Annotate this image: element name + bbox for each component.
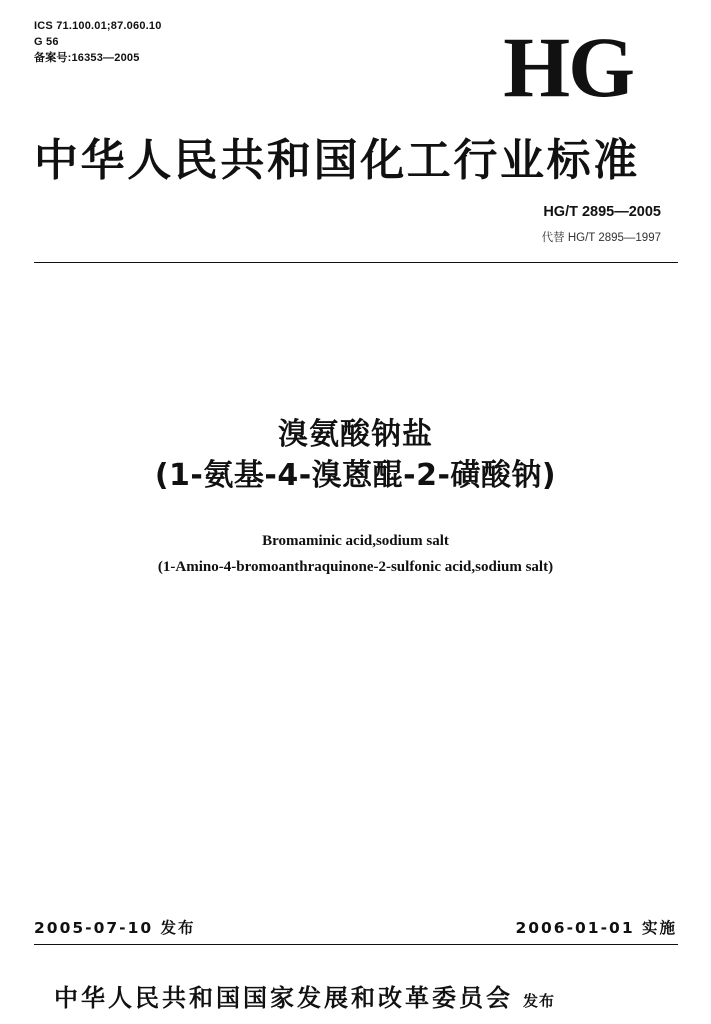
top-divider <box>34 262 678 263</box>
standard-category-title: 中华人民共和国化工行业标准 <box>34 135 640 186</box>
bottom-divider <box>34 944 678 945</box>
issue-date: 2005-07-10 发布 <box>34 919 196 937</box>
publisher-name: 中华人民共和国国家发展和改革委员会 <box>54 984 513 1012</box>
publisher <box>54 978 555 1013</box>
record-number: 备案号:16353—2005 <box>34 52 140 64</box>
standard-number: HG/T 2895—2005 <box>543 204 661 220</box>
chinese-title-line1: 溴氨酸钠盐 <box>278 417 433 452</box>
english-title-line1: Bromaminic acid,sodium salt <box>262 533 449 549</box>
replaces-standard: 代替 HG/T 2895—1997 <box>541 232 661 244</box>
implementation-date: 2006-01-01 实施 <box>515 919 677 937</box>
english-title-line2: (1-Amino-4-bromoanthraquinone-2-sulfonic acid,sodium salt) <box>157 559 554 575</box>
hg-logo: HG <box>503 19 633 115</box>
classification-block <box>34 18 162 66</box>
ics-code: ICS 71.100.01;87.060.10 <box>34 20 162 32</box>
publisher-suffix: 发布 <box>523 992 556 1010</box>
ccs-code: G 56 <box>34 36 59 48</box>
chinese-title-line2: (1-氨基-4-溴蒽醌-2-磺酸钠) <box>154 458 557 493</box>
